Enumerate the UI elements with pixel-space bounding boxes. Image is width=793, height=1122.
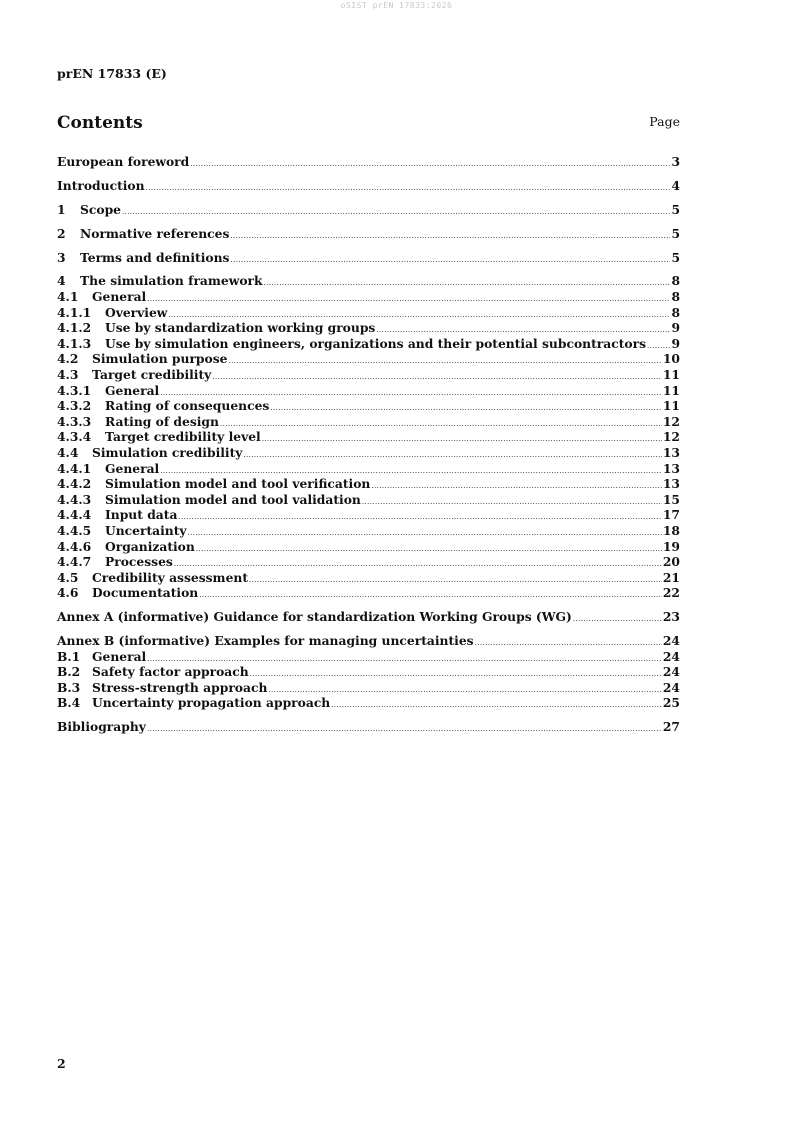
footer-page-number: 2 <box>57 1056 66 1071</box>
toc-entry-number: B.4 <box>57 695 81 711</box>
toc-entry-number: 4.1.2 <box>57 320 92 336</box>
toc-entry[interactable] <box>57 461 680 477</box>
toc-entry-number: 4.4.1 <box>57 460 92 476</box>
dot-leader <box>147 722 662 738</box>
toc-entry-number: 3 <box>57 249 66 265</box>
toc-entry-number: 1 <box>57 201 66 217</box>
dot-leader <box>190 157 670 173</box>
toc-entry[interactable] <box>57 507 680 523</box>
toc-entry-number: 4.3.4 <box>57 429 92 445</box>
toc-entry-number: 4.4.5 <box>57 522 92 538</box>
toc-entry-number: 4.2 <box>57 351 79 367</box>
dot-leader <box>331 698 662 714</box>
toc-entry-page: 9 <box>671 320 680 336</box>
toc-entry-title: Use by simulation engineers, organizations and their potential subcontractors <box>105 335 646 351</box>
toc-entry-page: 20 <box>662 554 680 570</box>
dot-leader <box>243 448 661 464</box>
toc-entry-title: Uncertainty <box>105 522 187 538</box>
toc-entry-title: Input data <box>105 507 178 523</box>
toc-entry-page: 19 <box>662 538 680 554</box>
toc-entry-page: 24 <box>662 664 680 680</box>
toc-entry[interactable] <box>57 664 680 680</box>
toc-entry-title: Normative references <box>80 225 230 241</box>
toc-entry-number: 4.3 <box>57 367 79 383</box>
toc-entry-page: 12 <box>662 429 680 445</box>
dot-leader <box>178 510 661 526</box>
dot-leader <box>122 205 670 221</box>
toc-entry[interactable] <box>57 250 680 266</box>
toc-entry-page: 8 <box>671 304 680 320</box>
toc-entry-title: Stress-strength approach <box>92 679 268 695</box>
page-column-heading: Page <box>649 114 680 129</box>
toc-entry[interactable] <box>57 398 680 414</box>
toc-entry-title: Overview <box>105 304 168 320</box>
toc-entry-title: Bibliography <box>57 719 146 735</box>
toc-entry-title: Annex B (informative) Examples for managing uncertainties <box>57 633 474 649</box>
toc-entry-number: 4.4.4 <box>57 507 92 523</box>
dot-leader <box>146 181 671 197</box>
toc-entry-page: 23 <box>662 609 680 625</box>
toc-entry-number: 4.4.2 <box>57 476 92 492</box>
toc-entry[interactable] <box>57 633 680 649</box>
toc-entry-title: Simulation model and tool validation <box>105 491 361 507</box>
toc-entry-page: 8 <box>671 289 680 305</box>
toc-entry[interactable] <box>57 695 680 711</box>
toc-entry-number: 4.4 <box>57 444 79 460</box>
toc-entry[interactable] <box>57 492 680 508</box>
toc-entry-page: 17 <box>662 507 680 523</box>
dot-leader <box>362 495 662 511</box>
toc-entry[interactable] <box>57 351 680 367</box>
toc-entry-title: Organization <box>105 538 195 554</box>
toc-entry-title: Rating of design <box>105 413 219 429</box>
toc-entry-number: B.3 <box>57 679 81 695</box>
toc-entry-title: Uncertainty propagation approach <box>92 695 331 711</box>
dot-leader <box>230 253 670 269</box>
toc-entry-title: Annex A (informative) Guidance for standardization Working Groups (WG) <box>57 609 572 625</box>
toc-entry-page: 24 <box>662 648 680 664</box>
toc-entry[interactable] <box>57 226 680 242</box>
table-of-contents <box>57 154 680 735</box>
dot-leader <box>573 612 662 628</box>
toc-entry-number: 4 <box>57 273 66 289</box>
toc-entry[interactable] <box>57 273 680 289</box>
toc-entry-page: 18 <box>662 522 680 538</box>
toc-entry-title: Introduction <box>57 177 145 193</box>
toc-entry-page: 11 <box>662 398 680 414</box>
toc-entry-number: B.2 <box>57 664 81 680</box>
toc-entry-page: 10 <box>662 351 680 367</box>
toc-entry-page: 8 <box>671 273 680 289</box>
toc-entry-page: 13 <box>662 444 680 460</box>
dot-leader <box>196 542 662 558</box>
toc-entry-title: Rating of consequences <box>105 398 270 414</box>
toc-entry-number: 2 <box>57 225 66 241</box>
toc-entry-title: Target credibility level <box>105 429 261 445</box>
toc-entry[interactable] <box>57 554 680 570</box>
toc-entry-page: 5 <box>671 201 680 217</box>
toc-entry-number: 4.3.3 <box>57 413 92 429</box>
dot-leader <box>371 479 662 495</box>
toc-entry-title: Credibility assessment <box>92 569 249 585</box>
toc-entry-title: Simulation credibility <box>92 444 243 460</box>
toc-entry-title: Simulation model and tool verification <box>105 476 371 492</box>
toc-entry-page: 9 <box>671 335 680 351</box>
toc-entry[interactable] <box>57 523 680 539</box>
toc-entry-title: Safety factor approach <box>92 664 249 680</box>
toc-entry-number: 4.1.1 <box>57 304 92 320</box>
toc-entry-title: Simulation purpose <box>92 351 228 367</box>
document-id: prEN 17833 (E) <box>57 66 167 81</box>
toc-entry-number: 4.4.3 <box>57 491 92 507</box>
toc-entry-page: 5 <box>671 249 680 265</box>
toc-entry-page: 24 <box>662 633 680 649</box>
toc-entry-page: 13 <box>662 476 680 492</box>
dot-leader <box>199 588 662 604</box>
toc-entry-title: European foreword <box>57 154 190 169</box>
toc-entry-title: The simulation framework <box>80 273 263 289</box>
toc-entry-page: 11 <box>662 382 680 398</box>
toc-entry[interactable] <box>57 154 680 170</box>
dot-leader <box>475 636 662 652</box>
toc-entry-title: Documentation <box>92 585 199 601</box>
toc-entry-page: 27 <box>662 719 680 735</box>
toc-entry[interactable] <box>57 649 680 665</box>
toc-entry-number: 4.4.7 <box>57 554 92 570</box>
toc-entry[interactable] <box>57 320 680 336</box>
toc-entry[interactable] <box>57 445 680 461</box>
toc-entry-title: General <box>92 648 147 664</box>
toc-entry[interactable] <box>57 414 680 430</box>
toc-entry-title: General <box>92 289 147 305</box>
toc-entry-title: General <box>105 382 160 398</box>
toc-entry-page: 22 <box>662 585 680 601</box>
toc-entry[interactable] <box>57 305 680 321</box>
toc-entry-number: 4.6 <box>57 585 79 601</box>
contents-heading: Contents <box>57 113 143 133</box>
dot-leader <box>249 573 662 589</box>
toc-entry-title: Target credibility <box>92 367 212 383</box>
toc-entry[interactable] <box>57 570 680 586</box>
toc-entry[interactable] <box>57 202 680 218</box>
toc-entry-title: Terms and definitions <box>80 249 230 265</box>
toc-entry[interactable] <box>57 719 680 735</box>
toc-entry-title: General <box>105 460 160 476</box>
toc-entry-page: 3 <box>671 154 680 169</box>
toc-entry-page: 11 <box>662 367 680 383</box>
toc-entry-page: 12 <box>662 413 680 429</box>
dot-leader <box>230 229 670 245</box>
dot-leader <box>220 417 662 433</box>
toc-entry-page: 25 <box>662 695 680 711</box>
toc-entry-number: 4.5 <box>57 569 79 585</box>
toc-entry-page: 15 <box>662 491 680 507</box>
toc-entry-title: Use by standardization working groups <box>105 320 376 336</box>
toc-entry[interactable] <box>57 476 680 492</box>
toc-entry[interactable] <box>57 178 680 194</box>
toc-entry-page: 5 <box>671 225 680 241</box>
toc-entry[interactable] <box>57 367 680 383</box>
toc-entry-title: Scope <box>80 201 121 217</box>
dot-leader <box>262 432 662 448</box>
toc-entry[interactable] <box>57 680 680 696</box>
toc-entry-number: 4.4.6 <box>57 538 92 554</box>
dot-leader <box>147 292 670 308</box>
toc-entry[interactable] <box>57 539 680 555</box>
dot-leader <box>188 526 662 542</box>
toc-entry-page: 4 <box>671 177 680 193</box>
watermark: oSIST prEN 17833:2026 <box>340 1 453 10</box>
toc-entry[interactable] <box>57 585 680 601</box>
dot-leader <box>270 401 662 417</box>
toc-entry-page: 24 <box>662 679 680 695</box>
dot-leader <box>264 276 671 292</box>
dot-leader <box>250 667 662 683</box>
toc-entry-page: 21 <box>662 569 680 585</box>
dot-leader <box>212 370 662 386</box>
toc-entry[interactable] <box>57 289 680 305</box>
toc-entry-page: 13 <box>662 460 680 476</box>
dot-leader <box>228 354 661 370</box>
toc-entry-number: 4.3.2 <box>57 398 92 414</box>
toc-entry[interactable] <box>57 336 680 352</box>
toc-entry-number: 4.1.3 <box>57 335 92 351</box>
toc-entry[interactable] <box>57 383 680 399</box>
toc-entry[interactable] <box>57 429 680 445</box>
toc-entry-number: 4.3.1 <box>57 382 92 398</box>
toc-entry-title: Processes <box>105 554 173 570</box>
toc-entry-number: B.1 <box>57 648 81 664</box>
toc-entry[interactable] <box>57 609 680 625</box>
toc-entry-number: 4.1 <box>57 289 79 305</box>
